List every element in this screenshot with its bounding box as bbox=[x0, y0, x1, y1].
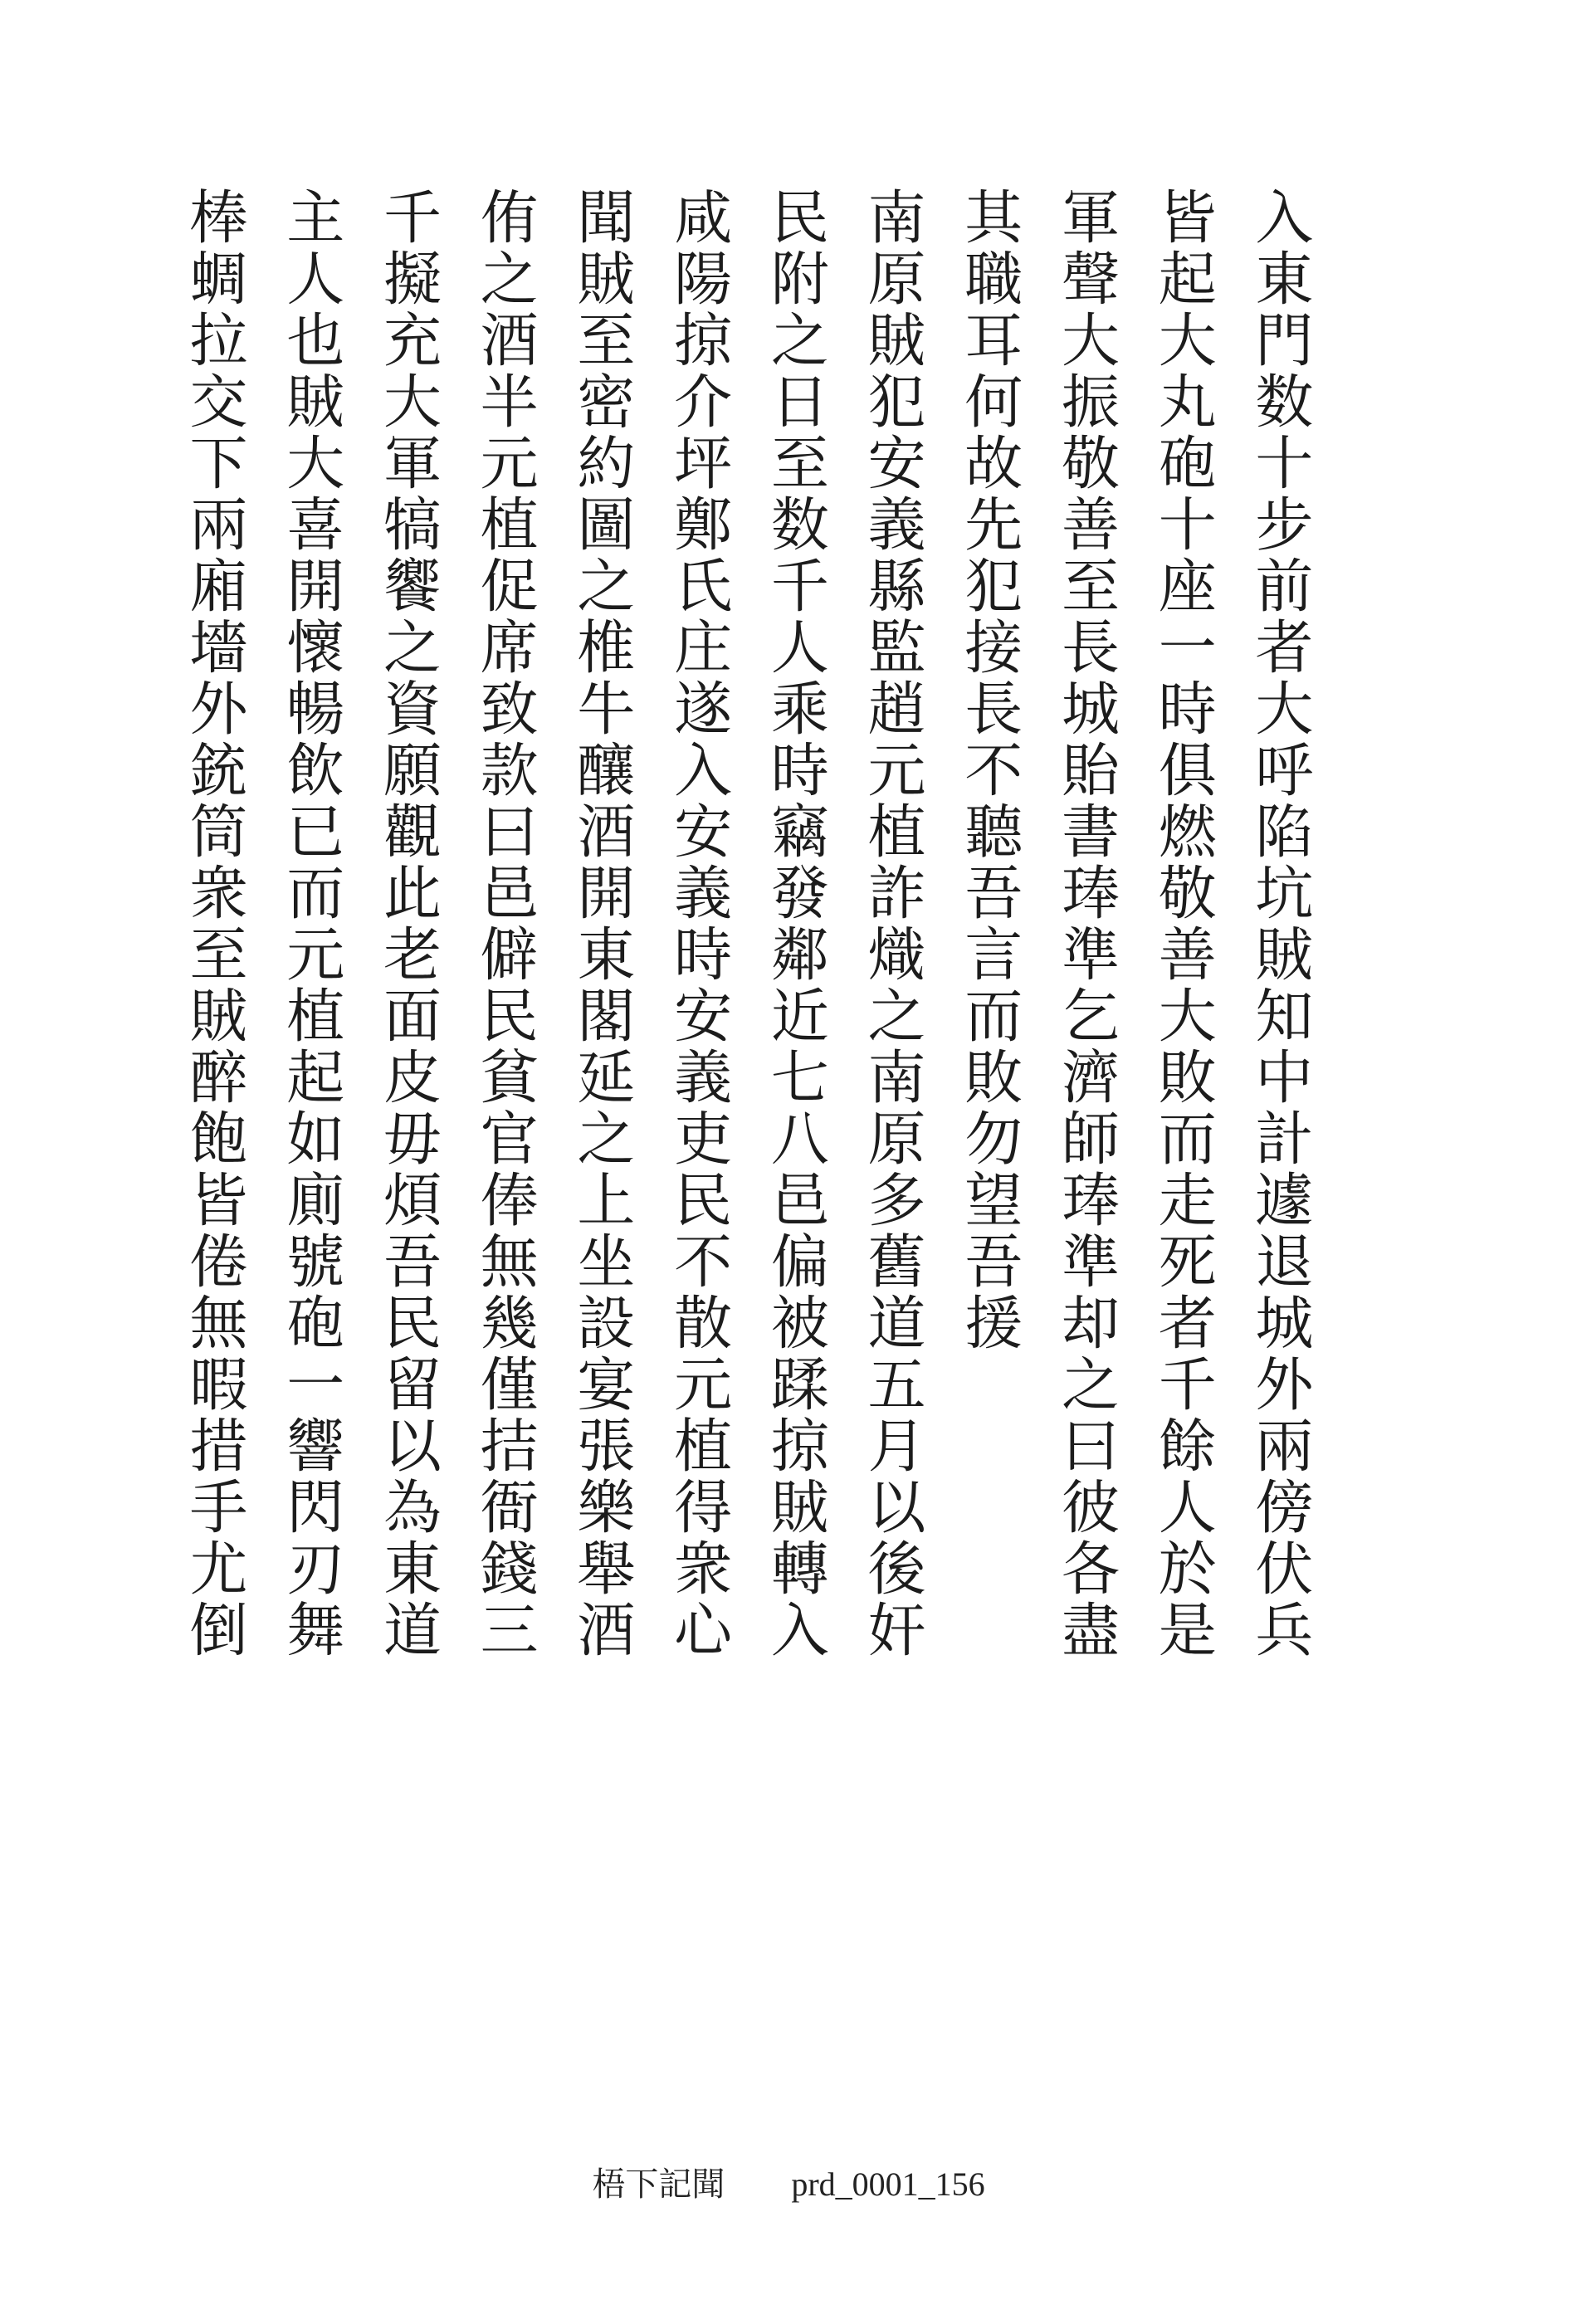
text-column-7: 咸陽掠介坪鄭氏庄遂入安義時安義吏民不散元植得衆心 bbox=[664, 187, 733, 1661]
text-column-12: 棒蜩拉交下兩廂墻外銃筒衆至賊醉飽皆倦無暇措手尤倒 bbox=[180, 187, 248, 1661]
text-column-9: 侑之酒半元植促席致款曰邑僻民貧官俸無幾僅拮衙錢三 bbox=[471, 187, 540, 1661]
text-column-4: 其職耳何故先犯接長不聽吾言而敗勿望吾援 bbox=[954, 187, 1023, 1354]
text-column-10: 千擬充大軍犒饗之資願觀此老面皮毋煩吾民留以為東道 bbox=[374, 187, 442, 1661]
text-column-1: 入東門数十步前者大呼陷坑賊知中計遽退城外兩傍伏兵 bbox=[1245, 187, 1314, 1661]
manuscript-text-block bbox=[174, 187, 1320, 1830]
text-column-2: 皆起大丸砲十座一時俱燃敬善大敗而走死者千餘人於是 bbox=[1149, 187, 1218, 1661]
text-column-3: 軍聲大振敬善至長城貽書琫準乞濟師琫準却之曰彼各盡 bbox=[1052, 187, 1120, 1661]
text-column-5: 南原賊犯安義縣監趙元植詐熾之南原多舊道五月以後奸 bbox=[858, 187, 927, 1661]
page-footer bbox=[0, 2158, 1577, 2205]
text-column-6: 民附之日至数千人乘時竊發鄰近七八邑偏被蹂掠賊轉入 bbox=[761, 187, 830, 1661]
page-identifier: prd_0001_156 bbox=[791, 2165, 985, 2203]
text-column-8: 聞賊至密約圖之椎牛釀酒開東閣延之上坐設宴張樂舉酒 bbox=[567, 187, 636, 1661]
book-title: 梧下記聞 bbox=[592, 2165, 725, 2203]
text-column-11: 主人也賊大喜開懷暢飲已而元植起如廁號砲一響閃刃舞 bbox=[276, 187, 345, 1661]
